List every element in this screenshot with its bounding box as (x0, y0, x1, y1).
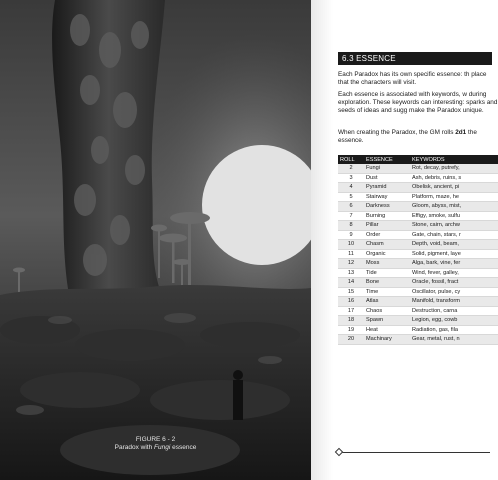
footer-rule (340, 452, 490, 453)
cell-roll: 15 (338, 287, 364, 297)
cell-keywords: Manifold, transform (410, 297, 498, 307)
footer-diamond-icon (335, 448, 343, 456)
table-row (338, 268, 498, 278)
table-row (338, 297, 498, 307)
explorer-silhouette (233, 370, 243, 420)
cell-essence: Moss (364, 259, 410, 269)
cell-keywords: Solid, pigment, laye (410, 249, 498, 259)
cell-roll: 14 (338, 278, 364, 288)
figure-caption (0, 436, 311, 452)
table-row (338, 306, 498, 316)
cell-keywords: Destruction, carna (410, 306, 498, 316)
table-header-row (338, 155, 498, 164)
table-row (338, 287, 498, 297)
cell-essence: Pyramid (364, 183, 410, 193)
cell-keywords: Obelisk, ancient, pi (410, 183, 498, 193)
cell-essence: Time (364, 287, 410, 297)
cell-keywords: Effigy, smoke, sulfu (410, 211, 498, 221)
cell-roll: 18 (338, 316, 364, 326)
paragraph-intro: Each Paradox has its own specific essence: th place that the characters will visit. (338, 71, 487, 87)
cell-essence: Machinary (364, 335, 410, 345)
cell-essence: Spawn (364, 316, 410, 326)
cell-roll: 16 (338, 297, 364, 307)
cell-roll: 6 (338, 202, 364, 212)
cell-essence: Atlas (364, 297, 410, 307)
cell-essence: Tide (364, 268, 410, 278)
cell-essence: Pillar (364, 221, 410, 231)
cell-roll: 4 (338, 183, 364, 193)
cell-keywords: Stone, cairn, archw (410, 221, 498, 231)
cell-roll: 17 (338, 306, 364, 316)
header-essence: ESSENCE (364, 155, 410, 164)
caption-title: FIGURE 6 - 2 (135, 436, 176, 443)
cell-roll: 19 (338, 325, 364, 335)
paragraph-keywords: Each essence is associated with keywords, w during exploration. These keywords can interesting: sparks and seeds of ideas and sugg make the Paradox unique. (338, 91, 498, 115)
table-row (338, 211, 498, 221)
cell-essence: Chaos (364, 306, 410, 316)
cell-roll: 8 (338, 221, 364, 231)
cell-keywords: Gate, chain, stars, r (410, 230, 498, 240)
cell-keywords: Alga, bark, vine, fer (410, 259, 498, 269)
cell-essence: Bone (364, 278, 410, 288)
table-row (338, 325, 498, 335)
table-row (338, 221, 498, 231)
cell-roll: 11 (338, 249, 364, 259)
cell-keywords: Platform, maze, he (410, 192, 498, 202)
page-gutter (311, 0, 333, 480)
cell-keywords: Depth, void, beam, (410, 240, 498, 250)
cell-essence: Dust (364, 173, 410, 183)
table-row (338, 192, 498, 202)
cell-roll: 2 (338, 164, 364, 173)
table-row (338, 278, 498, 288)
table-row (338, 249, 498, 259)
table-row (338, 164, 498, 173)
cell-keywords: Gloom, abyss, mist, (410, 202, 498, 212)
cell-essence: Burning (364, 211, 410, 221)
cell-keywords: Oracle, fossil, fract (410, 278, 498, 288)
cell-keywords: Wind, fever, galley, (410, 268, 498, 278)
cell-essence: Darkness (364, 202, 410, 212)
table-row (338, 259, 498, 269)
cell-essence: Stairway (364, 192, 410, 202)
cell-essence: Chasm (364, 240, 410, 250)
table-row (338, 230, 498, 240)
cell-roll: 7 (338, 211, 364, 221)
cell-keywords: Radiation, gas, fila (410, 325, 498, 335)
cell-essence: Order (364, 230, 410, 240)
table-row (338, 316, 498, 326)
header-keywords: KEYWORDS (410, 155, 498, 164)
header-roll: ROLL (338, 155, 364, 164)
cell-keywords: Ash, debris, ruins, s (410, 173, 498, 183)
caption-text: Paradox with Fungi essence (114, 444, 197, 451)
cell-roll: 5 (338, 192, 364, 202)
section-heading: 6.3 ESSENCE (338, 52, 492, 65)
cell-roll: 9 (338, 230, 364, 240)
cell-roll: 10 (338, 240, 364, 250)
cell-keywords: Legion, egg, cowb (410, 316, 498, 326)
cell-roll: 3 (338, 173, 364, 183)
cell-keywords: Oscillator, pulse, cy (410, 287, 498, 297)
paragraph-roll: When creating the Paradox, the GM rolls 2d1 the essence. (338, 129, 477, 145)
table-row (338, 173, 498, 183)
cell-roll: 13 (338, 268, 364, 278)
cell-keywords: Gear, metal, rust, n (410, 335, 498, 345)
text-page (333, 0, 498, 480)
table-row (338, 335, 498, 345)
moon (202, 145, 322, 265)
table-row (338, 202, 498, 212)
cell-roll: 20 (338, 335, 364, 345)
table-row (338, 240, 498, 250)
cell-keywords: Rot, decay, putrefy, (410, 164, 498, 173)
cell-essence: Fungi (364, 164, 410, 173)
table-row (338, 183, 498, 193)
cell-essence: Heat (364, 325, 410, 335)
cell-essence: Organic (364, 249, 410, 259)
essence-table (338, 155, 498, 345)
cell-roll: 12 (338, 259, 364, 269)
